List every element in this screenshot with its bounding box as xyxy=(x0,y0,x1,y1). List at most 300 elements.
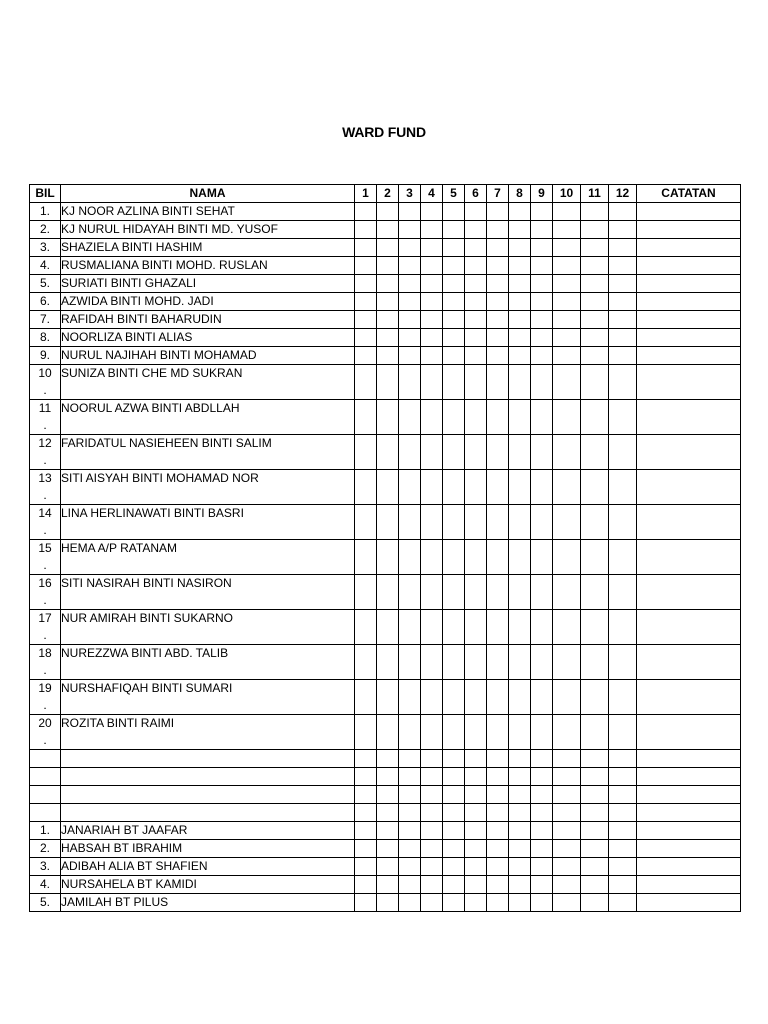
month-8-cell xyxy=(509,365,531,400)
month-4-cell xyxy=(421,221,443,239)
month-7-cell xyxy=(487,275,509,293)
month-1-cell xyxy=(355,858,377,876)
month-6-cell xyxy=(465,365,487,400)
row-nama: ROZITA BINTI RAIMI xyxy=(61,715,355,750)
table-row xyxy=(30,239,741,257)
row-bil-number: 11 xyxy=(38,401,52,415)
month-3-cell xyxy=(399,768,421,786)
month-4-cell xyxy=(421,750,443,768)
table-row xyxy=(30,400,741,435)
row-nama: LINA HERLINAWATI BINTI BASRI xyxy=(61,505,355,540)
catatan-cell xyxy=(637,400,741,435)
month-2-cell xyxy=(377,858,399,876)
month-7-cell xyxy=(487,221,509,239)
month-1-cell xyxy=(355,293,377,311)
table-row xyxy=(30,311,741,329)
month-6-cell xyxy=(465,822,487,840)
header-month-11: 11 xyxy=(581,185,609,203)
month-11-cell xyxy=(581,347,609,365)
header-month-4: 4 xyxy=(421,185,443,203)
month-6-cell xyxy=(465,610,487,645)
month-5-cell xyxy=(443,365,465,400)
month-2-cell xyxy=(377,540,399,575)
row-bil xyxy=(30,680,61,715)
month-6-cell xyxy=(465,858,487,876)
month-11-cell xyxy=(581,804,609,822)
month-3-cell xyxy=(399,435,421,470)
month-12-cell xyxy=(609,840,637,858)
month-8-cell xyxy=(509,311,531,329)
month-2-cell xyxy=(377,239,399,257)
month-5-cell xyxy=(443,894,465,912)
row-bil-number: 5. xyxy=(39,895,50,909)
row-bil-dot: . xyxy=(43,453,47,467)
catatan-cell xyxy=(637,840,741,858)
month-12-cell xyxy=(609,680,637,715)
month-9-cell xyxy=(531,768,553,786)
month-11-cell xyxy=(581,715,609,750)
month-12-cell xyxy=(609,221,637,239)
row-bil-dot: . xyxy=(43,523,47,537)
row-bil-number: 20 xyxy=(38,716,52,730)
month-1-cell xyxy=(355,435,377,470)
row-nama xyxy=(61,768,355,786)
month-5-cell xyxy=(443,804,465,822)
month-2-cell xyxy=(377,311,399,329)
month-6-cell xyxy=(465,715,487,750)
month-8-cell xyxy=(509,768,531,786)
row-bil-dot: . xyxy=(43,628,47,642)
row-bil-number: 1. xyxy=(39,204,50,218)
row-bil-dot: . xyxy=(43,383,47,397)
month-6-cell xyxy=(465,645,487,680)
month-7-cell xyxy=(487,435,509,470)
month-9-cell xyxy=(531,645,553,680)
month-3-cell xyxy=(399,275,421,293)
table-row xyxy=(30,470,741,505)
row-bil xyxy=(30,610,61,645)
catatan-cell xyxy=(637,858,741,876)
month-5-cell xyxy=(443,203,465,221)
month-5-cell xyxy=(443,876,465,894)
month-11-cell xyxy=(581,275,609,293)
header-bil: BIL xyxy=(30,185,61,203)
month-10-cell xyxy=(553,257,581,275)
month-1-cell xyxy=(355,876,377,894)
row-nama: NOORUL AZWA BINTI ABDLLAH xyxy=(61,400,355,435)
month-4-cell xyxy=(421,505,443,540)
month-10-cell xyxy=(553,840,581,858)
catatan-cell xyxy=(637,610,741,645)
month-1-cell xyxy=(355,575,377,610)
month-12-cell xyxy=(609,293,637,311)
month-5-cell xyxy=(443,680,465,715)
month-3-cell xyxy=(399,786,421,804)
month-5-cell xyxy=(443,293,465,311)
table-row xyxy=(30,365,741,400)
catatan-cell xyxy=(637,239,741,257)
month-7-cell xyxy=(487,239,509,257)
month-12-cell xyxy=(609,435,637,470)
month-8-cell xyxy=(509,680,531,715)
month-12-cell xyxy=(609,822,637,840)
month-1-cell xyxy=(355,840,377,858)
month-11-cell xyxy=(581,203,609,221)
catatan-cell xyxy=(637,293,741,311)
catatan-cell xyxy=(637,822,741,840)
month-3-cell xyxy=(399,680,421,715)
catatan-cell xyxy=(637,347,741,365)
month-2-cell xyxy=(377,680,399,715)
month-7-cell xyxy=(487,203,509,221)
month-2-cell xyxy=(377,365,399,400)
month-9-cell xyxy=(531,311,553,329)
month-11-cell xyxy=(581,311,609,329)
month-9-cell xyxy=(531,329,553,347)
month-3-cell xyxy=(399,221,421,239)
header-month-8: 8 xyxy=(509,185,531,203)
row-bil xyxy=(30,858,61,876)
month-5-cell xyxy=(443,575,465,610)
month-1-cell xyxy=(355,365,377,400)
month-10-cell xyxy=(553,822,581,840)
month-7-cell xyxy=(487,540,509,575)
table-row xyxy=(30,768,741,786)
row-bil-number: 4. xyxy=(39,877,50,891)
month-12-cell xyxy=(609,804,637,822)
header-month-9: 9 xyxy=(531,185,553,203)
month-8-cell xyxy=(509,750,531,768)
month-8-cell xyxy=(509,505,531,540)
month-10-cell xyxy=(553,680,581,715)
month-4-cell xyxy=(421,610,443,645)
month-10-cell xyxy=(553,540,581,575)
month-11-cell xyxy=(581,470,609,505)
month-4-cell xyxy=(421,293,443,311)
month-6-cell xyxy=(465,505,487,540)
row-bil xyxy=(30,750,61,768)
table-row xyxy=(30,505,741,540)
row-nama xyxy=(61,786,355,804)
month-7-cell xyxy=(487,610,509,645)
month-11-cell xyxy=(581,239,609,257)
document-title: WARD FUND xyxy=(342,124,426,140)
month-2-cell xyxy=(377,610,399,645)
month-4-cell xyxy=(421,311,443,329)
month-5-cell xyxy=(443,786,465,804)
month-4-cell xyxy=(421,347,443,365)
month-8-cell xyxy=(509,239,531,257)
row-bil-number: 4. xyxy=(39,258,50,272)
month-8-cell xyxy=(509,203,531,221)
month-10-cell xyxy=(553,435,581,470)
month-12-cell xyxy=(609,768,637,786)
month-7-cell xyxy=(487,768,509,786)
month-10-cell xyxy=(553,645,581,680)
ward-fund-table xyxy=(29,184,741,912)
catatan-cell xyxy=(637,540,741,575)
month-5-cell xyxy=(443,347,465,365)
month-10-cell xyxy=(553,365,581,400)
month-7-cell xyxy=(487,329,509,347)
month-2-cell xyxy=(377,786,399,804)
month-5-cell xyxy=(443,275,465,293)
month-2-cell xyxy=(377,894,399,912)
month-9-cell xyxy=(531,470,553,505)
month-9-cell xyxy=(531,858,553,876)
month-11-cell xyxy=(581,610,609,645)
row-bil-dot: . xyxy=(43,418,47,432)
month-2-cell xyxy=(377,768,399,786)
catatan-cell xyxy=(637,311,741,329)
month-1-cell xyxy=(355,645,377,680)
month-11-cell xyxy=(581,680,609,715)
month-12-cell xyxy=(609,329,637,347)
month-6-cell xyxy=(465,293,487,311)
month-4-cell xyxy=(421,804,443,822)
month-10-cell xyxy=(553,750,581,768)
month-7-cell xyxy=(487,858,509,876)
month-1-cell xyxy=(355,329,377,347)
header-row xyxy=(30,185,741,203)
month-11-cell xyxy=(581,645,609,680)
month-6-cell xyxy=(465,400,487,435)
month-8-cell xyxy=(509,275,531,293)
month-12-cell xyxy=(609,858,637,876)
month-10-cell xyxy=(553,400,581,435)
catatan-cell xyxy=(637,768,741,786)
month-5-cell xyxy=(443,400,465,435)
month-9-cell xyxy=(531,435,553,470)
month-7-cell xyxy=(487,400,509,435)
month-7-cell xyxy=(487,680,509,715)
row-bil-dot: . xyxy=(43,488,47,502)
month-6-cell xyxy=(465,347,487,365)
table-row xyxy=(30,645,741,680)
row-bil-number: 9. xyxy=(39,348,50,362)
row-bil xyxy=(30,329,61,347)
month-8-cell xyxy=(509,540,531,575)
month-9-cell xyxy=(531,822,553,840)
month-8-cell xyxy=(509,715,531,750)
header-month-1: 1 xyxy=(355,185,377,203)
row-bil xyxy=(30,876,61,894)
row-bil xyxy=(30,505,61,540)
month-5-cell xyxy=(443,768,465,786)
month-11-cell xyxy=(581,575,609,610)
month-5-cell xyxy=(443,645,465,680)
month-12-cell xyxy=(609,894,637,912)
month-2-cell xyxy=(377,347,399,365)
month-10-cell xyxy=(553,786,581,804)
row-bil xyxy=(30,645,61,680)
row-nama: KJ NURUL HIDAYAH BINTI MD. YUSOF xyxy=(61,221,355,239)
month-9-cell xyxy=(531,786,553,804)
row-nama: JAMILAH BT PILUS xyxy=(61,894,355,912)
row-bil xyxy=(30,840,61,858)
month-1-cell xyxy=(355,610,377,645)
header-month-2: 2 xyxy=(377,185,399,203)
month-9-cell xyxy=(531,221,553,239)
month-3-cell xyxy=(399,894,421,912)
month-9-cell xyxy=(531,257,553,275)
month-12-cell xyxy=(609,750,637,768)
row-nama: HABSAH BT IBRAHIM xyxy=(61,840,355,858)
row-nama: FARIDATUL NASIEHEEN BINTI SALIM xyxy=(61,435,355,470)
month-3-cell xyxy=(399,203,421,221)
month-8-cell xyxy=(509,645,531,680)
row-bil-number: 12 xyxy=(38,436,52,450)
month-1-cell xyxy=(355,750,377,768)
month-4-cell xyxy=(421,203,443,221)
month-2-cell xyxy=(377,221,399,239)
month-4-cell xyxy=(421,329,443,347)
row-nama: NURSHAFIQAH BINTI SUMARI xyxy=(61,680,355,715)
month-8-cell xyxy=(509,858,531,876)
row-bil-number: 8. xyxy=(39,330,50,344)
row-nama: AZWIDA BINTI MOHD. JADI xyxy=(61,293,355,311)
month-3-cell xyxy=(399,365,421,400)
table-row xyxy=(30,840,741,858)
row-nama: SURIATI BINTI GHAZALI xyxy=(61,275,355,293)
month-11-cell xyxy=(581,540,609,575)
month-9-cell xyxy=(531,840,553,858)
month-2-cell xyxy=(377,470,399,505)
row-bil-dot: . xyxy=(43,698,47,712)
month-12-cell xyxy=(609,275,637,293)
header-month-5: 5 xyxy=(443,185,465,203)
month-9-cell xyxy=(531,239,553,257)
row-bil xyxy=(30,365,61,400)
month-4-cell xyxy=(421,540,443,575)
month-3-cell xyxy=(399,293,421,311)
month-9-cell xyxy=(531,540,553,575)
row-bil xyxy=(30,894,61,912)
month-3-cell xyxy=(399,804,421,822)
month-3-cell xyxy=(399,610,421,645)
row-bil xyxy=(30,275,61,293)
month-2-cell xyxy=(377,329,399,347)
catatan-cell xyxy=(637,804,741,822)
month-5-cell xyxy=(443,329,465,347)
month-3-cell xyxy=(399,750,421,768)
month-6-cell xyxy=(465,750,487,768)
catatan-cell xyxy=(637,645,741,680)
month-11-cell xyxy=(581,822,609,840)
table-row xyxy=(30,750,741,768)
header-month-12: 12 xyxy=(609,185,637,203)
month-7-cell xyxy=(487,257,509,275)
month-9-cell xyxy=(531,610,553,645)
catatan-cell xyxy=(637,575,741,610)
row-bil xyxy=(30,822,61,840)
month-6-cell xyxy=(465,540,487,575)
month-7-cell xyxy=(487,347,509,365)
month-7-cell xyxy=(487,804,509,822)
month-6-cell xyxy=(465,876,487,894)
month-7-cell xyxy=(487,876,509,894)
month-6-cell xyxy=(465,680,487,715)
row-bil-number: 3. xyxy=(39,240,50,254)
table-row xyxy=(30,894,741,912)
month-9-cell xyxy=(531,293,553,311)
month-2-cell xyxy=(377,822,399,840)
month-10-cell xyxy=(553,575,581,610)
month-1-cell xyxy=(355,400,377,435)
row-bil xyxy=(30,435,61,470)
month-5-cell xyxy=(443,540,465,575)
row-bil xyxy=(30,221,61,239)
row-nama: SUNIZA BINTI CHE MD SUKRAN xyxy=(61,365,355,400)
month-9-cell xyxy=(531,203,553,221)
month-6-cell xyxy=(465,840,487,858)
month-7-cell xyxy=(487,786,509,804)
row-bil-number: 2. xyxy=(39,222,50,236)
month-6-cell xyxy=(465,804,487,822)
month-12-cell xyxy=(609,540,637,575)
month-3-cell xyxy=(399,400,421,435)
row-nama: JANARIAH BT JAAFAR xyxy=(61,822,355,840)
row-nama: NUR AMIRAH BINTI SUKARNO xyxy=(61,610,355,645)
month-6-cell xyxy=(465,203,487,221)
month-5-cell xyxy=(443,822,465,840)
month-8-cell xyxy=(509,822,531,840)
month-2-cell xyxy=(377,400,399,435)
row-bil xyxy=(30,347,61,365)
month-4-cell xyxy=(421,645,443,680)
month-2-cell xyxy=(377,257,399,275)
row-nama xyxy=(61,804,355,822)
month-7-cell xyxy=(487,293,509,311)
row-nama xyxy=(61,750,355,768)
month-7-cell xyxy=(487,715,509,750)
month-11-cell xyxy=(581,894,609,912)
month-5-cell xyxy=(443,435,465,470)
table-row xyxy=(30,257,741,275)
month-10-cell xyxy=(553,804,581,822)
month-12-cell xyxy=(609,239,637,257)
month-10-cell xyxy=(553,470,581,505)
month-5-cell xyxy=(443,610,465,645)
row-bil-number: 15 xyxy=(38,541,52,555)
month-5-cell xyxy=(443,470,465,505)
month-9-cell xyxy=(531,715,553,750)
month-7-cell xyxy=(487,311,509,329)
month-10-cell xyxy=(553,610,581,645)
month-7-cell xyxy=(487,822,509,840)
row-bil-dot: . xyxy=(43,593,47,607)
month-4-cell xyxy=(421,365,443,400)
table-row xyxy=(30,786,741,804)
catatan-cell xyxy=(637,786,741,804)
month-8-cell xyxy=(509,400,531,435)
row-bil-number: 6. xyxy=(39,294,50,308)
catatan-cell xyxy=(637,329,741,347)
month-12-cell xyxy=(609,786,637,804)
row-nama: KJ NOOR AZLINA BINTI SEHAT xyxy=(61,203,355,221)
month-10-cell xyxy=(553,894,581,912)
month-10-cell xyxy=(553,221,581,239)
month-4-cell xyxy=(421,239,443,257)
month-8-cell xyxy=(509,610,531,645)
month-4-cell xyxy=(421,680,443,715)
row-nama: NURSAHELA BT KAMIDI xyxy=(61,876,355,894)
row-bil xyxy=(30,239,61,257)
row-bil xyxy=(30,311,61,329)
month-11-cell xyxy=(581,858,609,876)
month-12-cell xyxy=(609,347,637,365)
table-row xyxy=(30,822,741,840)
